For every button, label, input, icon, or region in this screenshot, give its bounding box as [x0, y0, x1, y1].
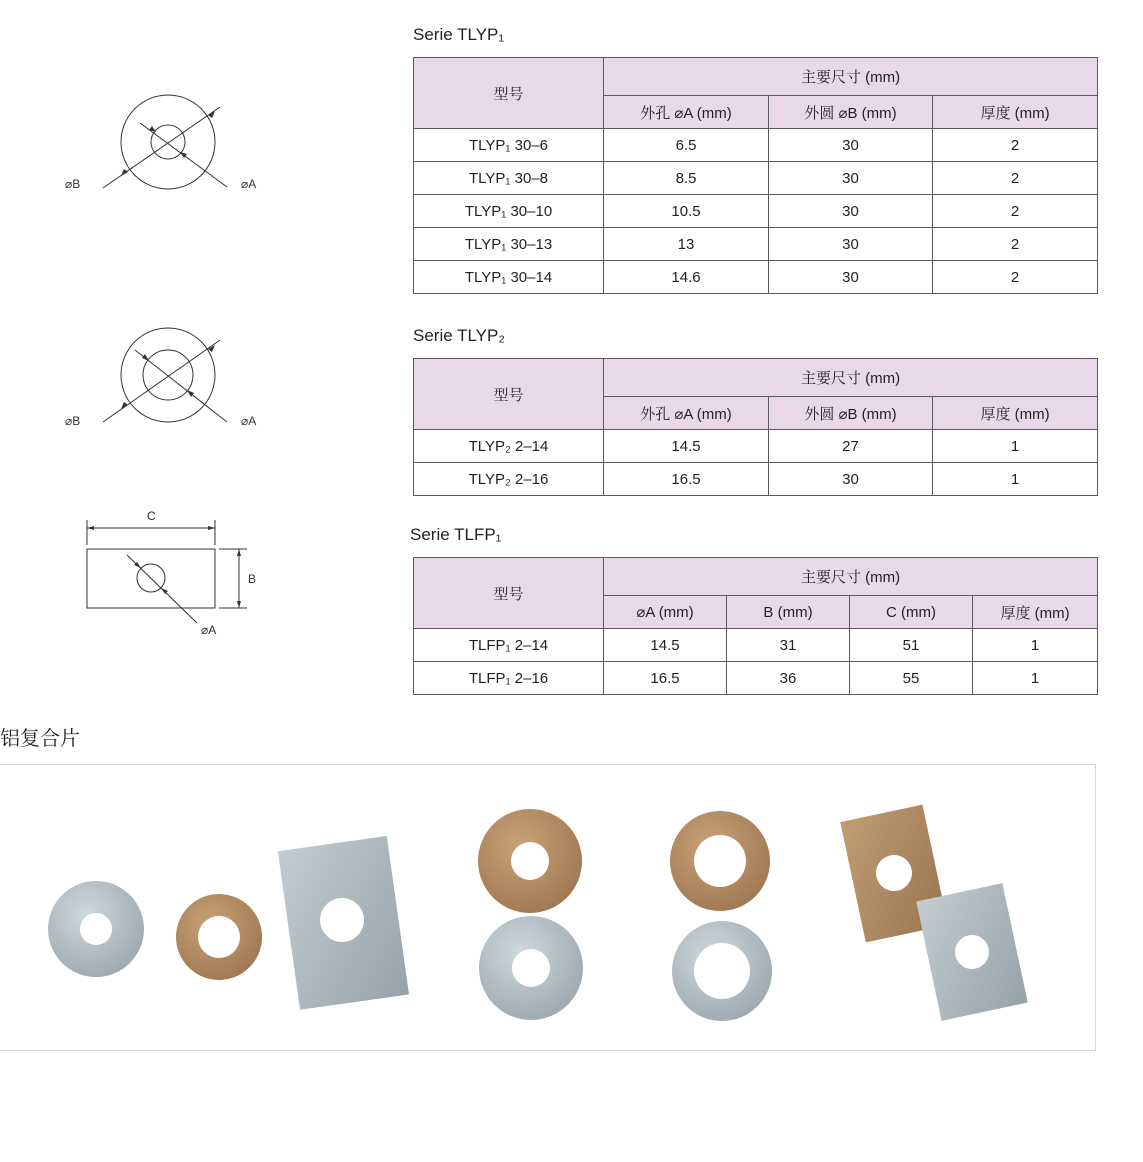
tlyp2-header-a: 外孔 ⌀A (mm) [604, 397, 769, 430]
tlyp1-label-b: ⌀B [65, 177, 81, 191]
cell-model: TLYP₂ 2–14 [414, 430, 604, 463]
cell-model: TLYP₂ 2–16 [414, 463, 604, 496]
cell-a: 13 [604, 228, 769, 261]
cell-t: 1 [933, 463, 1098, 496]
cell-t: 2 [933, 261, 1098, 294]
cell-b: 30 [769, 261, 933, 294]
tlyp2-header-main: 主要尺寸 (mm) [604, 359, 1098, 397]
tlyp1-label-a: ⌀A [241, 177, 257, 191]
cell-a: 14.6 [604, 261, 769, 294]
tlfp1-label-c: C [147, 509, 156, 523]
table-row [414, 463, 1098, 496]
cell-a: 14.5 [604, 629, 727, 662]
tlyp1-drawing [55, 85, 285, 200]
tlfp1-drawing [75, 505, 275, 640]
cell-t: 2 [933, 129, 1098, 162]
cell-a: 14.5 [604, 430, 769, 463]
tlyp2-header-b: 外圆 ⌀B (mm) [769, 397, 933, 430]
cell-a: 6.5 [604, 129, 769, 162]
cell-model: TLYP₁ 30–13 [414, 228, 604, 261]
cell-a: 10.5 [604, 195, 769, 228]
tlfp1-header-model: 型号 [414, 558, 604, 629]
photo-section-title: 铝复合片 [0, 728, 80, 750]
tlyp1-title: Serie TLYP₁ [413, 25, 505, 44]
tlyp2-label-a: ⌀A [241, 414, 257, 428]
tlfp1-header-main: 主要尺寸 (mm) [604, 558, 1098, 596]
cell-model: TLFP₁ 2–14 [414, 629, 604, 662]
cell-t: 1 [933, 430, 1098, 463]
cell-c: 51 [850, 629, 973, 662]
table-row [414, 629, 1098, 662]
table-row [414, 162, 1098, 195]
tlyp2-title: Serie TLYP₂ [413, 326, 505, 345]
tlyp2-header-model: 型号 [414, 359, 604, 430]
table-row [414, 430, 1098, 463]
tlyp2-label-b: ⌀B [65, 414, 81, 428]
tlyp2-table [413, 358, 1098, 496]
cell-c: 55 [850, 662, 973, 695]
tlfp1-table [413, 557, 1098, 695]
tlyp2-header-t: 厚度 (mm) [933, 397, 1098, 430]
cell-b: 30 [769, 463, 933, 496]
cell-model: TLYP₁ 30–8 [414, 162, 604, 195]
cell-b: 30 [769, 129, 933, 162]
tlfp1-header-b: B (mm) [727, 596, 850, 629]
cell-a: 8.5 [604, 162, 769, 195]
tlyp1-header-b: 外圆 ⌀B (mm) [769, 96, 933, 129]
table-row [414, 195, 1098, 228]
cell-t: 2 [933, 195, 1098, 228]
tlyp1-header-a: 外孔 ⌀A (mm) [604, 96, 769, 129]
cell-t: 2 [933, 162, 1098, 195]
cell-model: TLFP₁ 2–16 [414, 662, 604, 695]
table-row [414, 662, 1098, 695]
table-row [414, 228, 1098, 261]
cell-model: TLYP₁ 30–6 [414, 129, 604, 162]
tlfp1-label-b: B [248, 572, 257, 586]
cell-model: TLYP₁ 30–14 [414, 261, 604, 294]
tlyp1-header-model: 型号 [414, 58, 604, 129]
cell-b: 30 [769, 195, 933, 228]
tlyp1-header-t: 厚度 (mm) [933, 96, 1098, 129]
tlfp1-header-t: 厚度 (mm) [973, 596, 1098, 629]
cell-a: 16.5 [604, 662, 727, 695]
cell-t: 1 [973, 629, 1098, 662]
tlyp1-table [413, 57, 1098, 294]
cell-b: 30 [769, 162, 933, 195]
tlyp1-header-main: 主要尺寸 (mm) [604, 58, 1098, 96]
tlfp1-title: Serie TLFP₁ [410, 525, 502, 544]
product-photo [0, 764, 1096, 1051]
cell-model: TLYP₁ 30–10 [414, 195, 604, 228]
cell-b: 36 [727, 662, 850, 695]
tlfp1-label-a: ⌀A [201, 623, 217, 637]
cell-a: 16.5 [604, 463, 769, 496]
cell-b: 31 [727, 629, 850, 662]
cell-t: 1 [973, 662, 1098, 695]
tlfp1-header-a: ⌀A (mm) [604, 596, 727, 629]
table-row [414, 129, 1098, 162]
cell-b: 27 [769, 430, 933, 463]
cell-b: 30 [769, 228, 933, 261]
tlyp2-drawing [55, 320, 285, 435]
table-row [414, 261, 1098, 294]
cell-t: 2 [933, 228, 1098, 261]
product-photo-illustration [0, 765, 1095, 1050]
tlfp1-header-c: C (mm) [850, 596, 973, 629]
